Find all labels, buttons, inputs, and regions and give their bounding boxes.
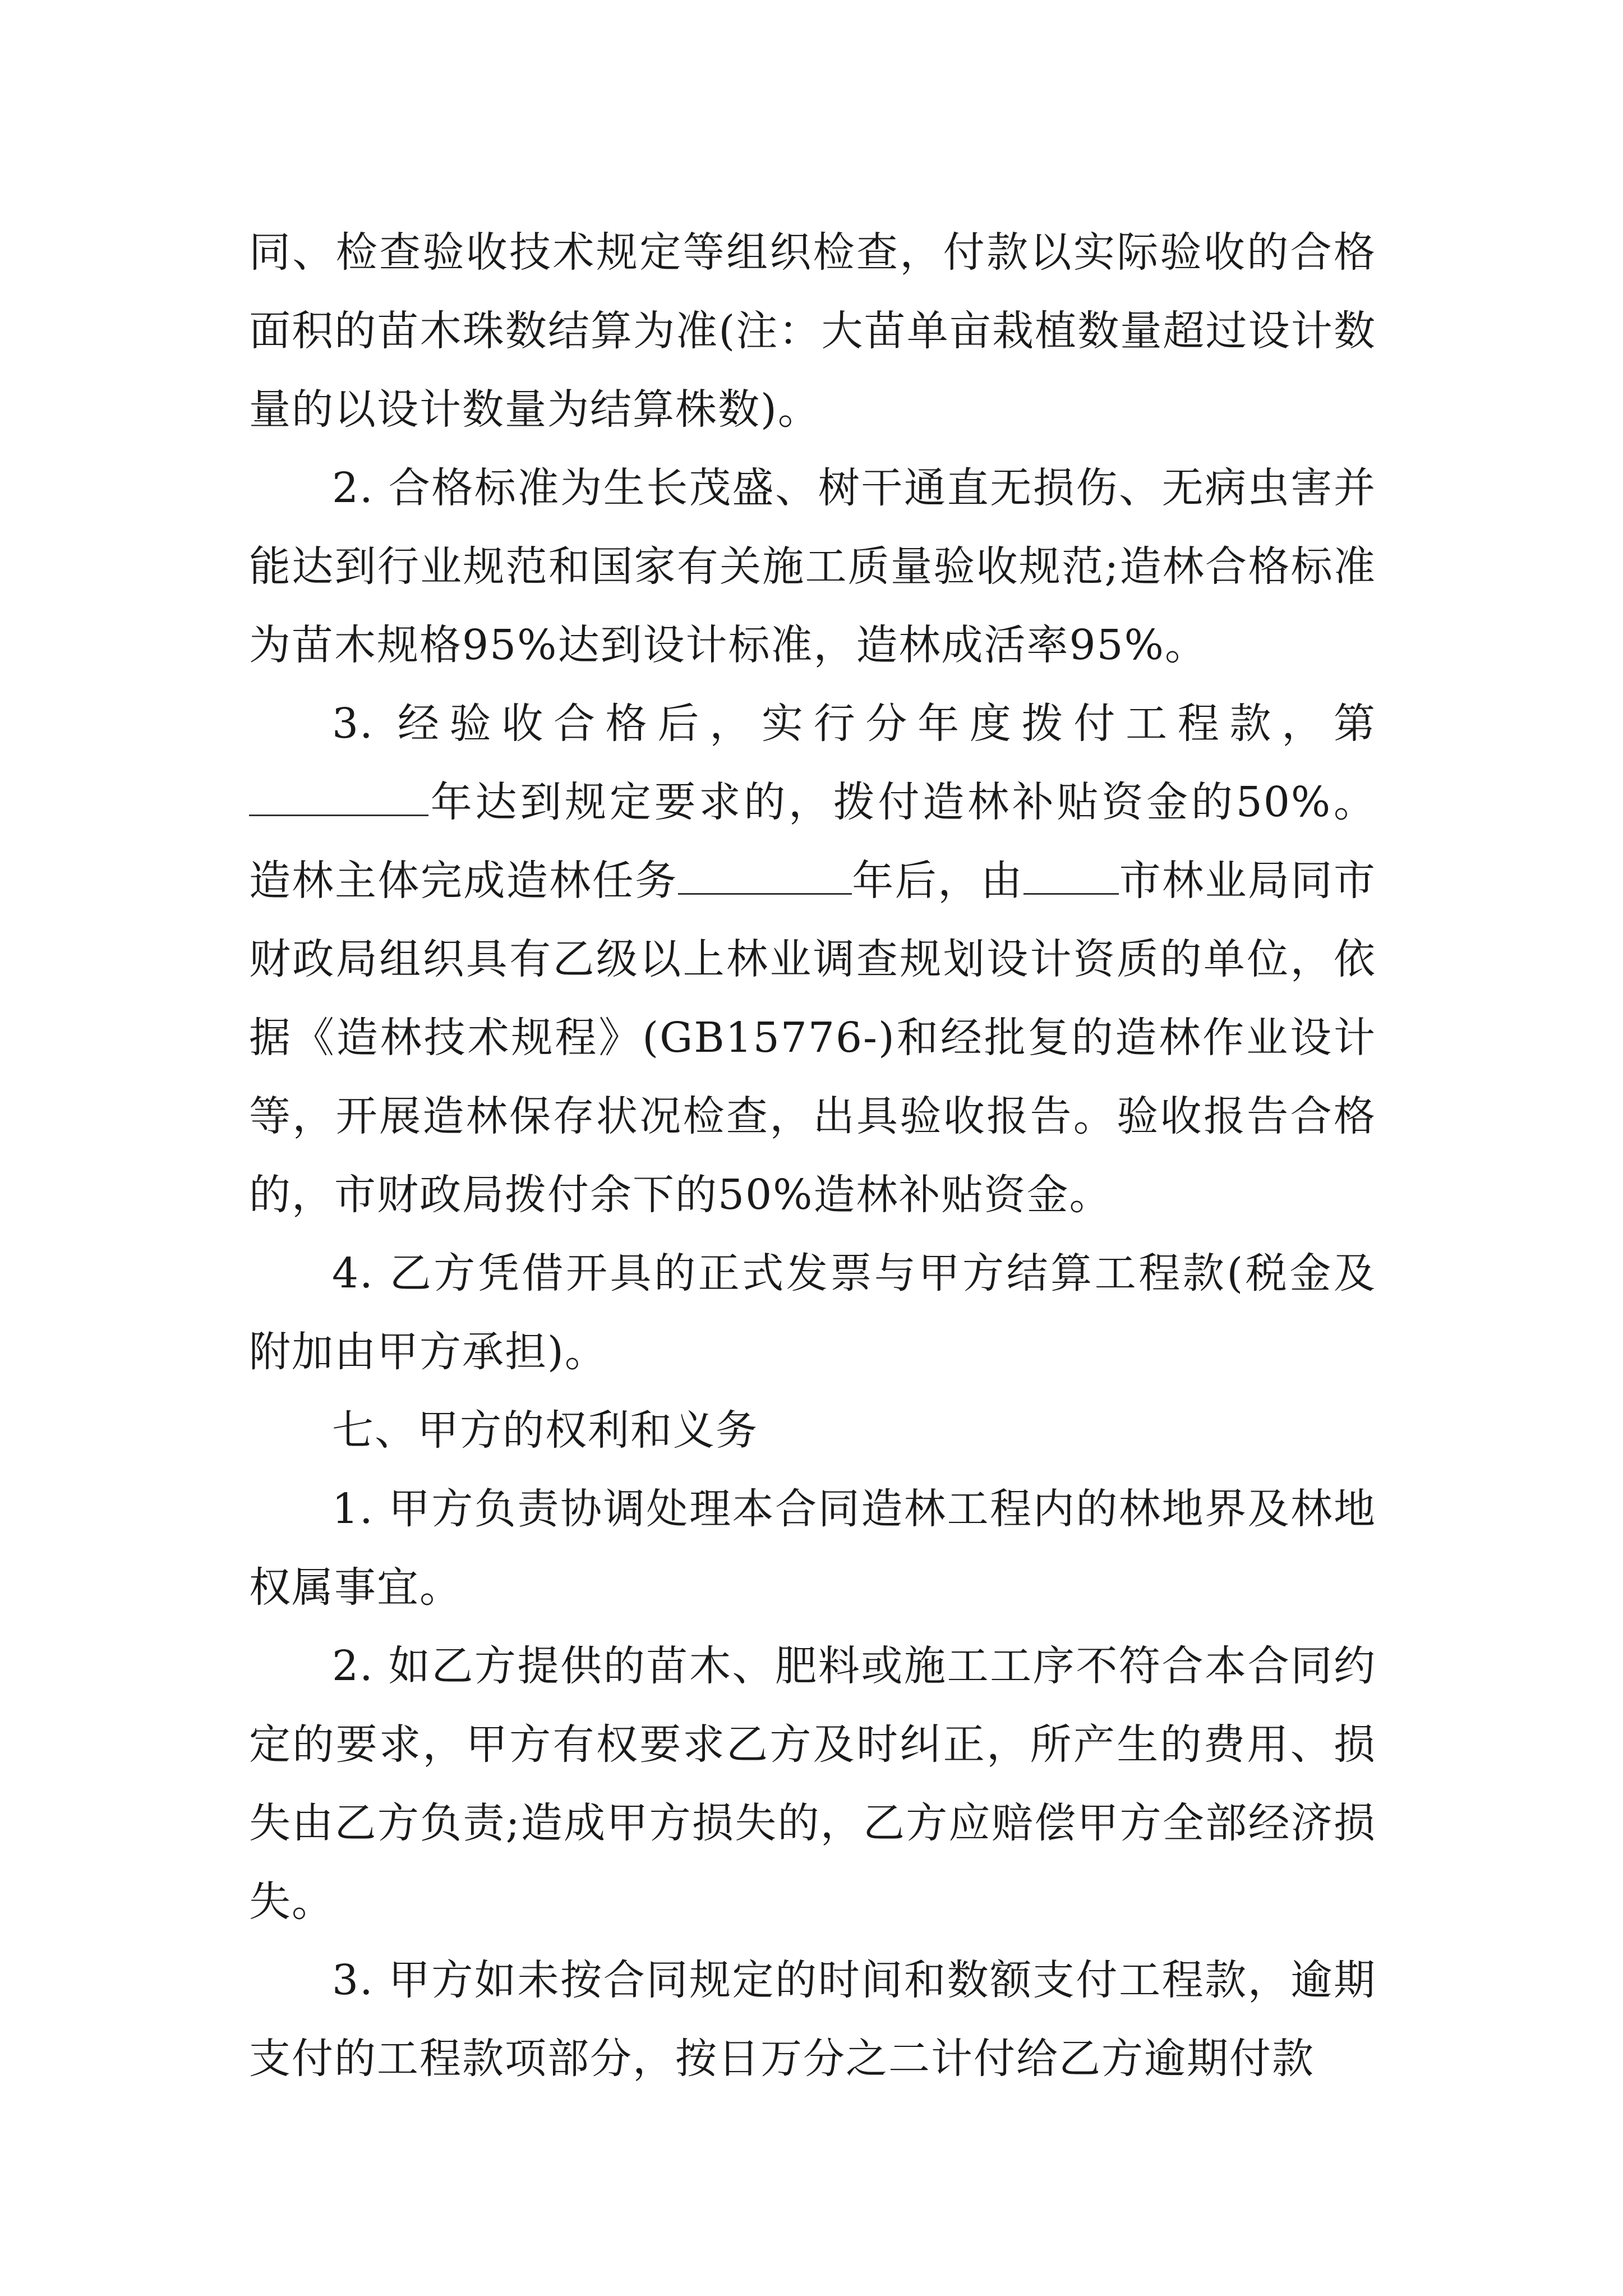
paragraph-correction-rights: 2. 如乙方提供的苗木、肥料或施工工序不符合本合同约定的要求，甲方有权要求乙方及时纠正，所产生的费用、损失由乙方负责;造成甲方损失的，乙方应赔偿甲方全部经济损失。 — [249, 1642, 1376, 1926]
staged-payment-text-b: 年达到规定要求的，拨付造林补贴资金的50%。造林主体完成造林任务 — [249, 778, 1376, 905]
paragraph-invoice-settlement: 4. 乙方凭借开具的正式发票与甲方结算工程款(税金及附加由甲方承担)。 — [249, 1249, 1376, 1376]
staged-payment-text-d: 市林业局同市财政局组织具有乙级以上林业调查规划设计资质的单位，依据《造林技术规程》(GB15776-)和经批复的造林作业设计等，开展造林保存状况检查，出具验收报告。验收报告合格的，市财政局拨付余下的50%造林补贴资金。 — [249, 857, 1377, 1219]
paragraph-staged-payment — [249, 684, 1376, 1234]
blank-year-field — [249, 773, 428, 816]
document-body — [249, 213, 1376, 2098]
staged-payment-text-a: 3. 经验收合格后，实行分年度拨付工程款，第 — [332, 700, 1376, 748]
staged-payment-text-c: 年后，由 — [851, 857, 1024, 905]
blank-years-after-field — [678, 852, 852, 895]
paragraph-payment-basis: 同、检查验收技术规定等组织检查，付款以实际验收的合格面积的苗木珠数结算为准(注：大苗单亩栽植数量超过设计数量的以设计数量为结算株数)。 — [249, 228, 1376, 434]
paragraph-acceptance-standard: 2. 合格标准为生长茂盛、树干通直无损伤、无病虫害并能达到行业规范和国家有关施工质量验收规范;造林合格标准为苗木规格95%达到设计标准，造林成活率95%。 — [249, 464, 1376, 669]
section-heading-party-a-rights: 七、甲方的权利和义务 — [332, 1406, 758, 1455]
paragraph-forest-boundary: 1. 甲方负责协调处理本合同造林工程内的林地界及林地权属事宜。 — [249, 1485, 1376, 1612]
paragraph-late-payment: 3. 甲方如未按合同规定的时间和数额支付工程款，逾期支付的工程款项部分，按日万分之二计付给乙方逾期付款 — [249, 1956, 1376, 2083]
blank-city-field — [1023, 852, 1119, 895]
